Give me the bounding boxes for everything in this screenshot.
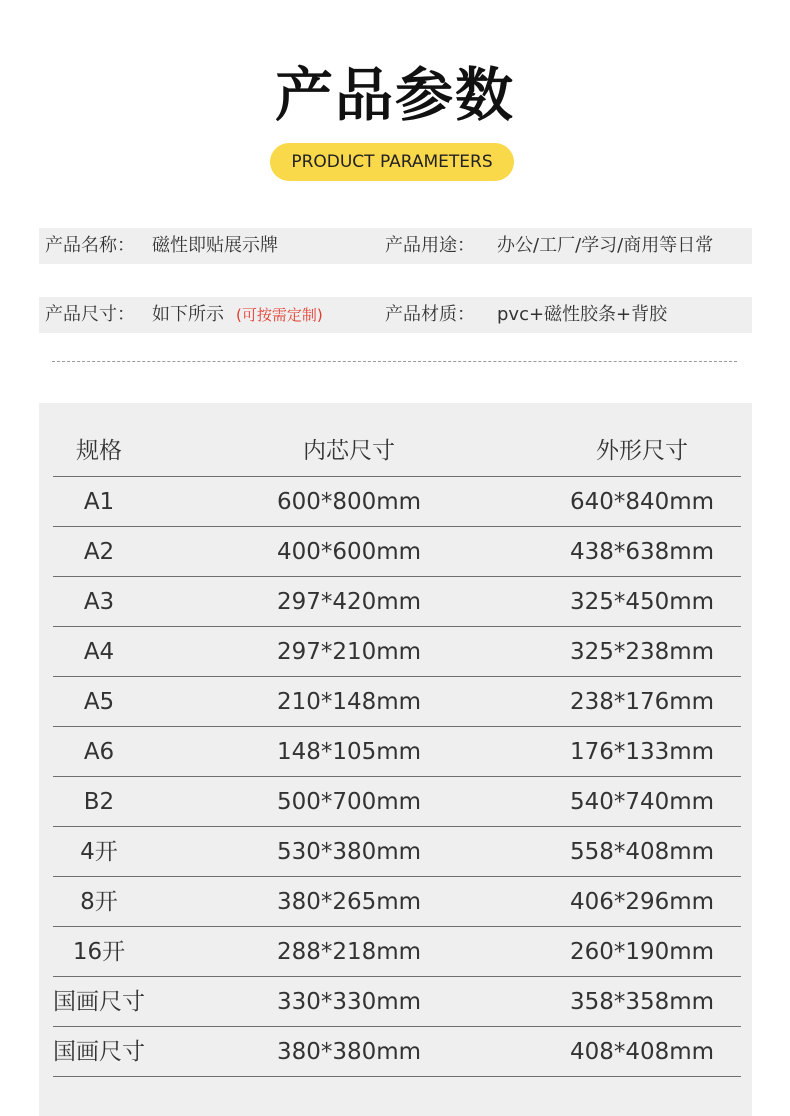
subtitle-badge: PRODUCT PARAMETERS: [270, 143, 514, 181]
table-row: [39, 777, 752, 827]
material-label: 产品材质：: [385, 304, 475, 325]
table-row: [39, 627, 752, 677]
spec-cell: B2: [83, 789, 115, 815]
outer-size-cell: 176*133mm: [569, 739, 715, 765]
size-value: 如下所示: [152, 304, 224, 325]
outer-size-cell: 260*190mm: [569, 939, 715, 965]
inner-size-cell: 380*380mm: [276, 1039, 422, 1065]
table-rule: [53, 1076, 741, 1077]
page-title: 产品参数: [274, 61, 515, 129]
outer-size-cell: 238*176mm: [569, 689, 715, 715]
table-row: [39, 677, 752, 727]
inner-size-cell: 530*380mm: [276, 839, 422, 865]
inner-size-cell: 297*210mm: [276, 639, 422, 665]
spec-cell: A4: [83, 639, 115, 665]
dashed-divider: [52, 361, 737, 362]
table-row: [39, 527, 752, 577]
table-row: [39, 877, 752, 927]
spec-cell: A1: [83, 489, 115, 515]
outer-size-cell: 325*238mm: [569, 639, 715, 665]
table-row: [39, 727, 752, 777]
name-value: 磁性即贴展示牌: [152, 235, 278, 256]
outer-size-cell: 406*296mm: [569, 889, 715, 915]
table-row: [39, 1027, 752, 1077]
spec-cell: A2: [83, 539, 115, 565]
spec-cell: 8开: [80, 889, 118, 915]
inner-size-cell: 500*700mm: [276, 789, 422, 815]
header-spec: 规格: [76, 438, 122, 464]
inner-size-cell: 210*148mm: [276, 689, 422, 715]
use-label: 产品用途：: [385, 235, 475, 256]
table-row: [39, 927, 752, 977]
inner-size-cell: 600*800mm: [276, 489, 422, 515]
info-row-size-material: [39, 297, 752, 333]
size-note: (可按需定制): [236, 306, 323, 324]
spec-cell: 4开: [80, 839, 118, 865]
spec-cell: 国画尺寸: [53, 989, 145, 1015]
material-value: pvc+磁性胶条+背胶: [497, 304, 668, 325]
inner-size-cell: 400*600mm: [276, 539, 422, 565]
inner-size-cell: 297*420mm: [276, 589, 422, 615]
spec-cell: A5: [83, 689, 115, 715]
inner-size-cell: 288*218mm: [276, 939, 422, 965]
table-row: [39, 977, 752, 1027]
size-label: 产品尺寸：: [45, 304, 135, 325]
info-row-name-use: [39, 228, 752, 264]
outer-size-cell: 558*408mm: [569, 839, 715, 865]
inner-size-cell: 330*330mm: [276, 989, 422, 1015]
header-outer-size: 外形尺寸: [596, 438, 688, 464]
table-row: [39, 477, 752, 527]
outer-size-cell: 358*358mm: [569, 989, 715, 1015]
inner-size-cell: 148*105mm: [276, 739, 422, 765]
outer-size-cell: 438*638mm: [569, 539, 715, 565]
outer-size-cell: 640*840mm: [569, 489, 715, 515]
table-header: [39, 426, 752, 476]
use-value: 办公/工厂/学习/商用等日常: [497, 235, 714, 256]
spec-cell: A3: [83, 589, 115, 615]
outer-size-cell: 408*408mm: [569, 1039, 715, 1065]
outer-size-cell: 325*450mm: [569, 589, 715, 615]
table-row: [39, 577, 752, 627]
name-label: 产品名称：: [45, 235, 135, 256]
spec-cell: 国画尺寸: [53, 1039, 145, 1065]
inner-size-cell: 380*265mm: [276, 889, 422, 915]
header-inner-size: 内芯尺寸: [303, 438, 395, 464]
size-table: [39, 403, 752, 1116]
spec-cell: A6: [83, 739, 115, 765]
outer-size-cell: 540*740mm: [569, 789, 715, 815]
spec-cell: 16开: [72, 939, 126, 965]
table-row: [39, 827, 752, 877]
